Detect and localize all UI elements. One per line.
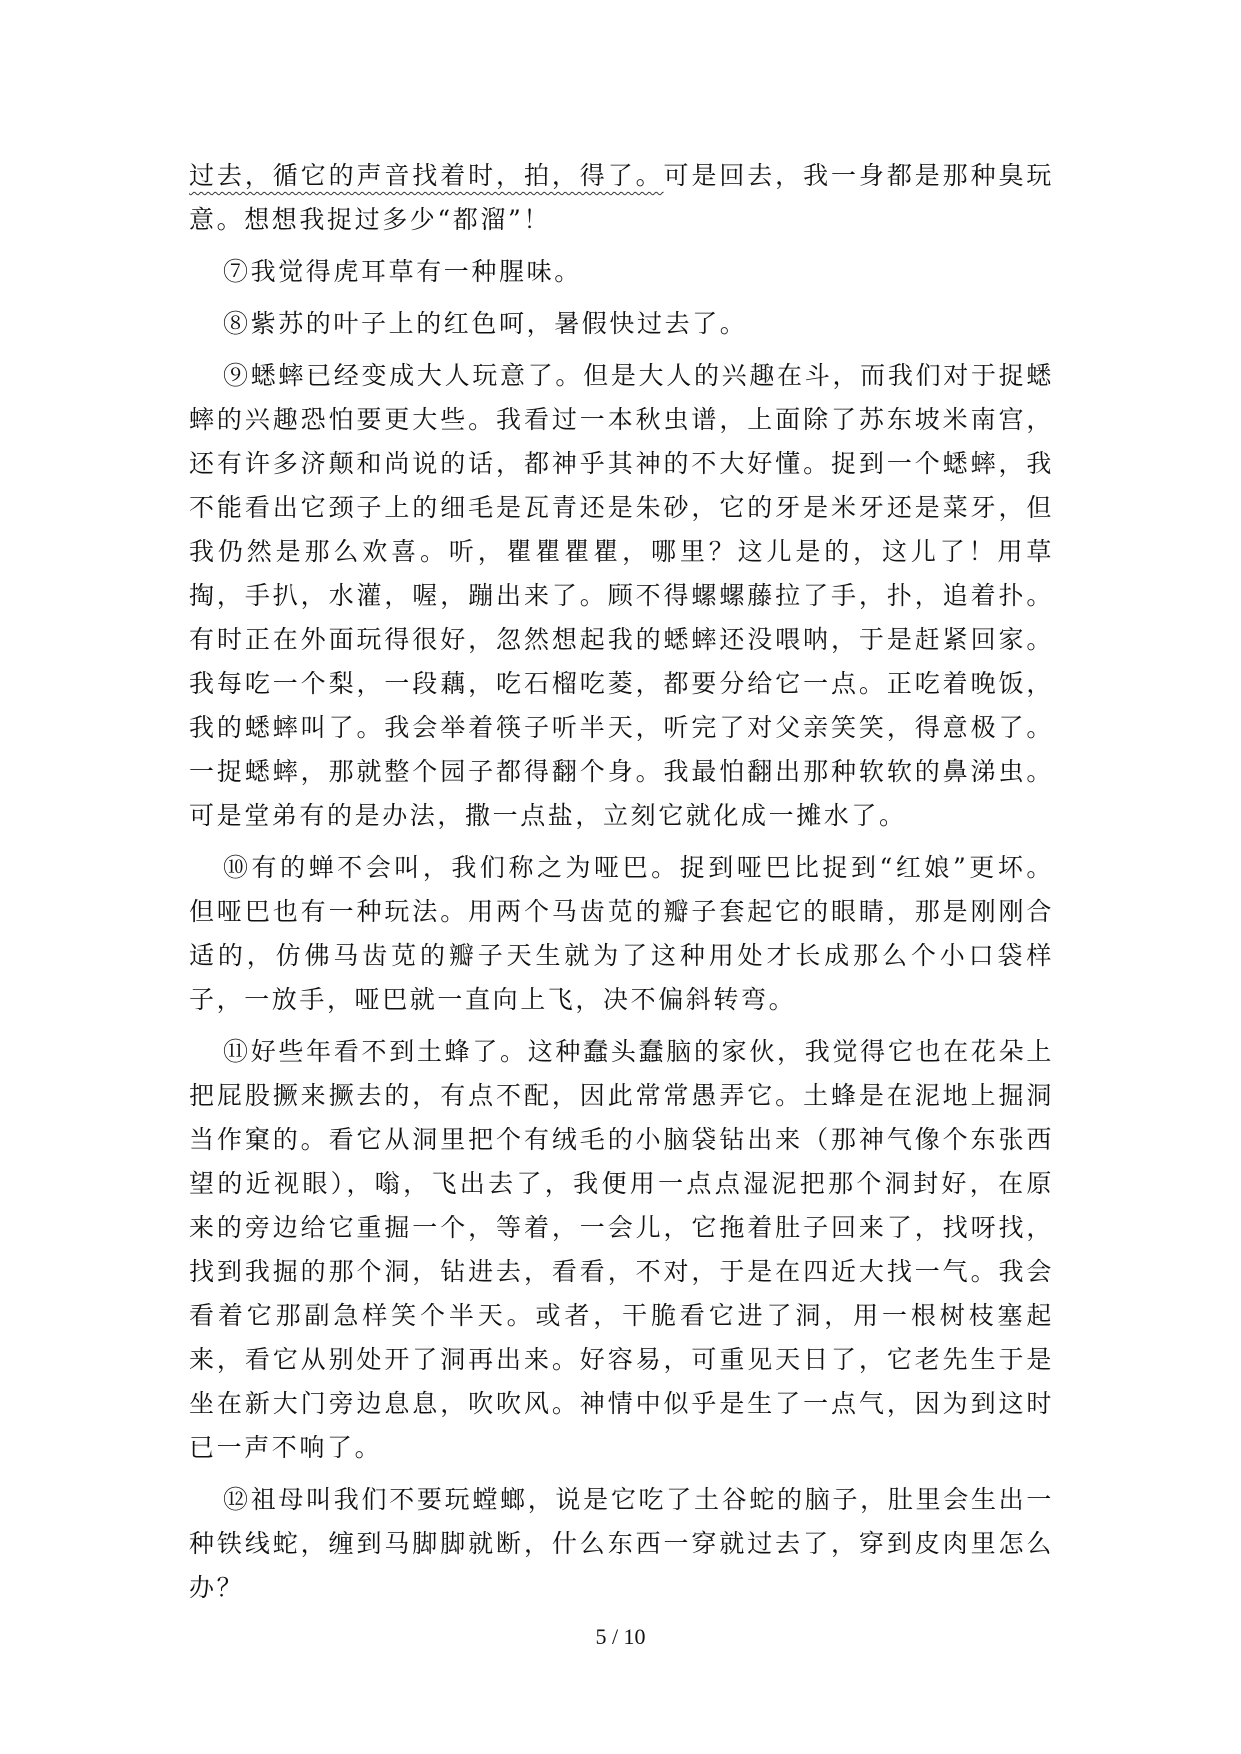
page-number: 5 / 10 <box>595 1624 646 1649</box>
body-text <box>189 154 1054 1610</box>
paragraph-7: ⑦我觉得虎耳草有一种腥味。 <box>223 257 582 286</box>
paragraph-8: ⑧紫苏的叶子上的红色呵，暑假快过去了。 <box>223 309 748 338</box>
paragraph-continued-rest: 可是回去，我一身都是那种臭玩意。想想我捉过多少“都溜”！ <box>189 161 1055 234</box>
paragraph-12: ⑫祖母叫我们不要玩螳螂，说是它吃了土谷蛇的脑子，肚里会生出一种铁线蛇，缠到马脚脚就断，什么东西一穿就过去了，穿到皮肉里怎么办？ <box>189 1485 1054 1602</box>
paragraph-11: ⑪好些年看不到土蜂了。这种蠢头蠢脑的家伙，我觉得它也在花朵上把屁股撅来撅去的，有点不配，因此常常愚弄它。土蜂是在泥地上掘洞当作窠的。看它从洞里把个有绒毛的小脑袋钻出来（那神气像个东张西望的近视眼），嗡，飞出去了，我便用一点点湿泥把那个洞封好，在原来的旁边给它重掘一个，等着，一会儿，它拖着肚子回来了，找呀找，找到我掘的那个洞，钻进去，看看，不对，于是在四近大找一气。我会看着它那副急样笑个半天。或者，干脆看它进了洞，用一根树枝塞起来，看它从别处开了洞再出来。好容易，可重见天日了，它老先生于是坐在新大门旁边息息，吹吹风。神情中似乎是生了一点气，因为到这时已一声不响了。 <box>189 1037 1054 1462</box>
paragraph-9: ⑨蟋蟀已经变成大人玩意了。但是大人的兴趣在斗，而我们对于捉蟋蟀的兴趣恐怕要更大些。我看过一本秋虫谱，上面除了苏东坡米南宫，还有许多济颠和尚说的话，都神乎其神的不大好懂。捉到一个蟋蟀，我不能看出它颈子上的细毛是瓦青还是朱砂，它的牙是米牙还是菜牙，但我仍然是那么欢喜。听，瞿瞿瞿瞿，哪里？这儿是的，这儿了！用草掏，手扒，水灌，喔，蹦出来了。顾不得螺螺藤拉了手，扑，追着扑。有时正在外面玩得很好，忽然想起我的蟋蟀还没喂呐，于是赶紧回家。我每吃一个梨，一段藕，吃石榴吃菱，都要分给它一点。正吃着晚饭，我的蟋蟀叫了。我会举着筷子听半天，听完了对父亲笑笑，得意极了。一捉蟋蟀，那就整个园子都得翻个身。我最怕翻出那种软软的鼻涕虫。可是堂弟有的是办法，撒一点盐，立刻它就化成一摊水了。 <box>189 361 1054 830</box>
paragraph-10: ⑩有的蝉不会叫，我们称之为哑巴。捉到哑巴比捉到“红娘”更坏。但哑巴也有一种玩法。用两个马齿苋的瓣子套起它的眼睛，那是刚刚合适的，仿佛马齿苋的瓣子天生就为了这种用处才长成那么个小口袋样子，一放手，哑巴就一直向上飞，决不偏斜转弯。 <box>189 853 1054 1014</box>
paragraph-continued <box>189 154 1054 242</box>
underlined-sentence: 过去，循它的声音找着时，拍，得了。 <box>189 161 664 190</box>
